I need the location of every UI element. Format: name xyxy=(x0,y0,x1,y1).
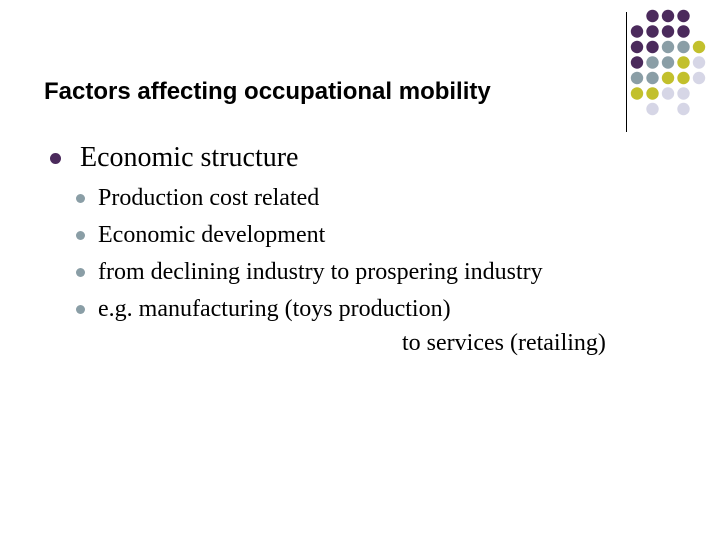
sub-bullet-item xyxy=(72,218,543,255)
decorative-dot xyxy=(693,56,705,68)
sub-bullet-dot-icon xyxy=(76,305,85,314)
decorative-dot xyxy=(646,41,658,53)
sub-bullet-list xyxy=(72,181,543,329)
decorative-dot xyxy=(646,25,658,37)
decorative-dot xyxy=(646,10,658,22)
sub-bullet-text: e.g. manufacturing (toys production) xyxy=(98,296,451,322)
decorative-dot xyxy=(677,72,689,84)
decorative-dot xyxy=(662,41,674,53)
decorative-dot xyxy=(646,103,658,115)
decorative-dot xyxy=(677,103,689,115)
decorative-dot xyxy=(677,25,689,37)
decorative-dot xyxy=(631,87,643,99)
sub-bullet-text: from declining industry to prospering industry xyxy=(98,259,543,285)
decorative-dot xyxy=(646,72,658,84)
decorative-dot xyxy=(693,41,705,53)
decorative-dot xyxy=(646,87,658,99)
decorative-dot xyxy=(662,25,674,37)
bullet-dot-icon xyxy=(50,153,61,164)
decorative-dot xyxy=(631,41,643,53)
sub-bullet-dot-icon xyxy=(76,194,85,203)
decorative-dot xyxy=(677,56,689,68)
sub-bullet-continuation: to services (retailing) xyxy=(402,330,606,356)
decorative-dot xyxy=(646,56,658,68)
sub-bullet-dot-icon xyxy=(76,231,85,240)
sub-bullet-text: Economic development xyxy=(98,222,326,248)
slide-title: Factors affecting occupational mobility xyxy=(44,78,491,105)
decorative-dot xyxy=(631,56,643,68)
decorative-dot-grid xyxy=(628,6,720,126)
decorative-dot xyxy=(693,72,705,84)
decorative-dot xyxy=(662,72,674,84)
sub-bullet-item xyxy=(72,181,543,218)
sub-bullet-dot-icon xyxy=(76,268,85,277)
decorative-dot xyxy=(662,56,674,68)
decorative-dot xyxy=(631,72,643,84)
decorative-dot xyxy=(662,10,674,22)
bullet-text: Economic structure xyxy=(80,142,299,173)
divider-line xyxy=(626,12,627,132)
decorative-dot xyxy=(662,87,674,99)
decorative-dot xyxy=(677,41,689,53)
sub-bullet-text: Production cost related xyxy=(98,185,320,211)
sub-bullet-item xyxy=(72,255,543,292)
bullet-economic-structure xyxy=(44,140,298,176)
sub-bullet-item xyxy=(72,292,543,329)
decorative-dot xyxy=(677,87,689,99)
decorative-dot xyxy=(631,25,643,37)
decorative-dot xyxy=(677,10,689,22)
